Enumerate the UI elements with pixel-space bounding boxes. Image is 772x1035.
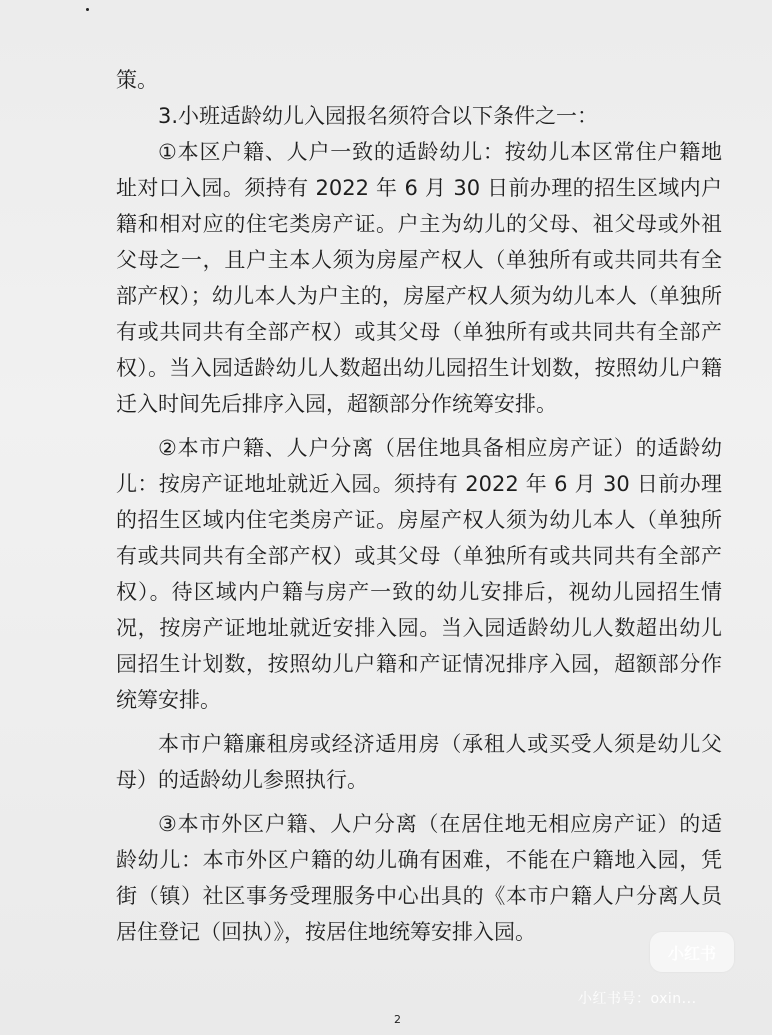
watermark-id: 小红书号：oxin... [578, 991, 697, 1007]
paragraph-condition-1: ①本区户籍、人户一致的适龄幼儿：按幼儿本区常住户籍地址对口入园。须持有 2022 年 6 月 30 日前办理的招生区域内户籍和相对应的住宅类房产证。户主为幼儿的父母、祖父母或外祖父母之一，且户主本人须为房屋产权人（单独所有或共同共有全部产权）；幼儿本人为户主的，房屋产权人须为幼儿本人（单独所有或共同共有全部产权）或其父母（单独所有或共同共有全部产权）。当入园适龄幼儿人数超出幼儿园招生计划数，按照幼儿户籍迁入时间先后排序入园，超额部分作统筹安排。 [116, 140, 722, 416]
watermark-logo: 小红书 [650, 932, 734, 972]
page-number: 2 [394, 1013, 401, 1026]
document-body [116, 62, 722, 950]
paragraph-condition-3: ③本市外区户籍、人户分离（在居住地无相应房产证）的适龄幼儿：本市外区户籍的幼儿确有困难，不能在户籍地入园，凭街（镇）社区事务受理服务中心出具的《本市户籍人户分离人员居住登记（回执）》，按居住地统筹安排入园。 [116, 812, 722, 944]
paragraph-note: 本市户籍廉租房或经济适用房（承租人或买受人须是幼儿父母）的适龄幼儿参照执行。 [116, 732, 722, 792]
scan-mark [86, 8, 89, 11]
section-heading: 3.小班适龄幼儿入园报名须符合以下条件之一： [158, 104, 599, 128]
paragraph-continuation: 策。 [116, 68, 158, 92]
paragraph-condition-2: ②本市户籍、人户分离（居住地具备相应房产证）的适龄幼儿：按房产证地址就近入园。须持有 2022 年 6 月 30 日前办理的招生区域内住宅类房产证。房屋产权人须为幼儿本人（单独所有或共同共有全部产权）或其父母（单独所有或共同共有全部产权）。待区域内户籍与房产一致的幼儿安排后，视幼儿园招生情况，按房产证地址就近安排入园。当入园适龄幼儿人数超出幼儿园招生计划数，按照幼儿户籍和产证情况排序入园，超额部分作统筹安排。 [116, 436, 722, 712]
